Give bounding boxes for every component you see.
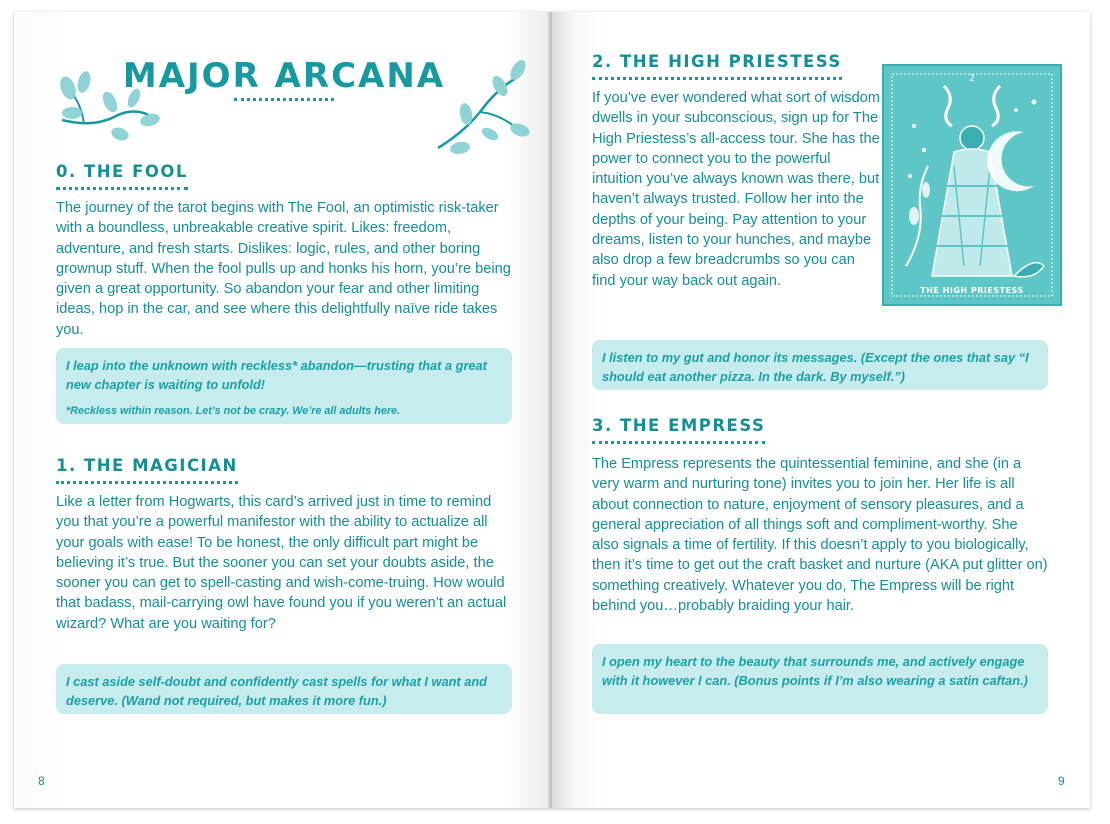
affirmation-the-high-priestess: I listen to my gut and honor its messages. (Except the ones that say “I should eat another pizza. In the dark. By myself.”) xyxy=(592,340,1048,390)
card-caption: THE HIGH PRIESTESS xyxy=(920,286,1024,295)
affirmation-the-empress: I open my heart to the beauty that surrounds me, and actively engage with it however I can. (Bonus points if I’m also wearing a satin caftan.) xyxy=(592,644,1048,714)
page-title: MAJOR ARCANA xyxy=(122,56,446,96)
heading-the-high-priestess: 2. THE HIGH PRIESTESS xyxy=(592,52,842,80)
priestess-illustration-icon xyxy=(884,66,1060,304)
body-the-fool: The journey of the tarot begins with The Fool, an optimistic risk-taker with a boundless, unbreakable creative spirit. Likes: freedom, adventure, and fresh starts. Dislikes: logic, rules, and other boring grownup stuff. When the fool pulls up and honks his horn, you’re being given a great opportunity. So abandon your fear and other limiting ideas, hop in the car, and see where this delightfully naïve ride takes you. xyxy=(56,200,511,338)
title-underline xyxy=(234,98,334,101)
heading-the-magician: 1. THE MAGICIAN xyxy=(56,456,238,484)
body-the-high-priestess: If you’ve ever wondered what sort of wisdom dwells in your subconscious, sign up for The High Priestess’s all-access tour. She has the power to connect you to the powerful intuition you’ve always known was there, but haven’t always trusted. Follow her into the depths of your being. Pay attention to your dreams, listen to your hunches, and maybe also drop a few breadcrumbs so you can find your way back out again. xyxy=(592,90,880,289)
page-number-left: 8 xyxy=(38,774,45,788)
high-priestess-card xyxy=(882,64,1062,306)
book-spread xyxy=(14,12,1090,808)
footnote: *Reckless within reason. Let’s not be crazy. We’re all adults here. xyxy=(66,405,401,417)
page-number-right: 9 xyxy=(1058,774,1065,788)
left-page xyxy=(14,12,552,808)
heading-the-fool: 0. THE FOOL xyxy=(56,162,188,190)
body-the-empress: The Empress represents the quintessential feminine, and she (in a very warm and nurturing tone) invites you to join her. Her life is all about connection to nature, enjoyment of sensory pleasures, and a general appreciation of all things soft and compliment-worthy. She also signals a time of fertility. If this doesn’t apply to you biologically, then it’s time to get out the craft basket and nurture (AKA put glitter on) something creatively. Whatever you do, The Empress will be right behind you…probably braiding your hair. xyxy=(592,456,1048,615)
affirmation-text: I leap into the unknown with reckless* abandon—trusting that a great new chapter is waiting to unfold! xyxy=(66,358,487,392)
body-the-magician: Like a letter from Hogwarts, this card’s arrived just in time to remind you that you’re a powerful manifestor with the ability to actualize all your goals with ease! To be honest, the only difficult part might be believing it’s true. But the sooner you can set your doubts aside, the sooner you can get to spell-casting and wish-come-truing. How would that badass, mail-carrying owl have found you if you weren’t an actual wizard? What are you waiting for? xyxy=(56,494,507,632)
heading-the-empress: 3. THE EMPRESS xyxy=(592,416,765,444)
affirmation-the-magician: I cast aside self-doubt and confidently cast spells for what I want and deserve. (Wand not required, but makes it more fun.) xyxy=(56,664,512,714)
card-number: 2 xyxy=(969,74,975,84)
affirmation-the-fool xyxy=(56,348,512,424)
